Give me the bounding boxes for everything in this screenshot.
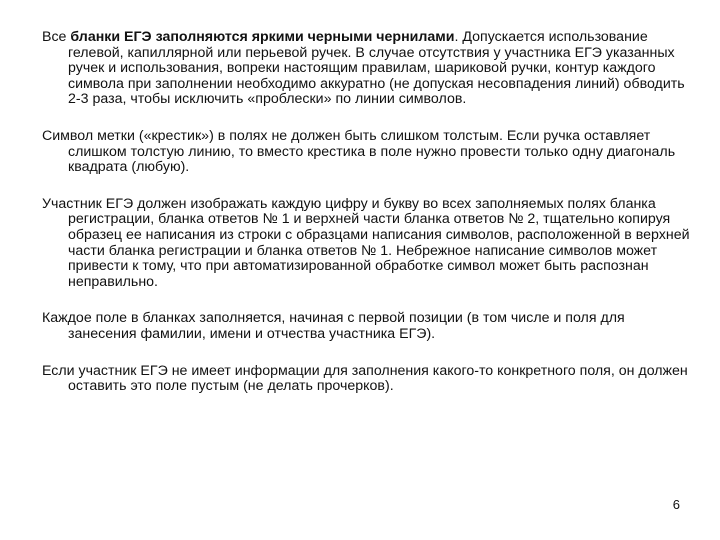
paragraph-rest: . Допускается использование гелевой, капиллярной или перьевой ручек. В случае отсутствия у участника ЕГЭ указанных ручек и использования, вопреки настоящим правилам, шариковой ручки, контур каждого символа при заполнении необходимо аккуратно (не допуская несовпадения линий) обводить 2-3 раза, чтобы исключить «проблески» по линии символов. (68, 29, 685, 108)
bold-ink-requirement: бланки ЕГЭ заполняются яркими черными чернилами (70, 29, 455, 45)
paragraph-field-position: Каждое поле в бланках заполняется, начиная с первой позиции (в том числе и поля для занесения фамилии, имени и отчества участника ЕГЭ). (42, 310, 625, 342)
text-body (42, 30, 692, 416)
paragraph-symbol-writing: Участник ЕГЭ должен изображать каждую цифру и букву во всех заполняемых полях бланка регистрации, бланка ответов № 1 и верхней части бланка ответов № 2, тщательно копируя образец ее написания из строки с образцами написания символов, расположенной в верхней части бланка регистрации и бланка ответов № 1. Небрежное написание символов может привести к тому, что при автоматизированной обработке символ может быть распознан неправильно. (42, 195, 690, 290)
paragraph-lead: Все (42, 29, 71, 45)
page-number: 6 (672, 497, 680, 512)
paragraph-cross-mark: Символ метки («крестик») в полях не должен быть слишком толстым. Если ручка оставляет слишком толстую линию, то вместо крестика в поле нужно провести только одну диагональ квадрата (любую). (42, 127, 676, 176)
paragraph-ink-rules (42, 30, 692, 108)
paragraph-empty-field: Если участник ЕГЭ не имеет информации для заполнения какого-то конкретного поля, он должен оставить это поле пустым (не делать прочерков). (42, 362, 688, 395)
